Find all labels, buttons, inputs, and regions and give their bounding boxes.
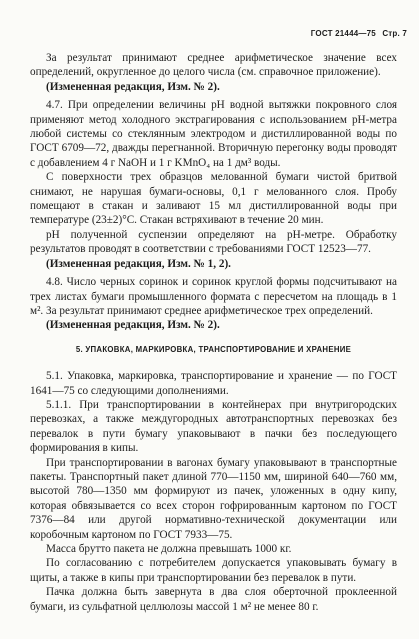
paragraph: Пачка должна быть завернута в два слоя оберточной проклеенной бумаги, из сульфатной целлюлозы массой 1 м² не менее 80 г.: [30, 586, 397, 613]
paragraph-5-1: 5.1. Упаковка, маркировка, транспортирование и хранение — по ГОСТ 1641—75 со следующими дополнениями.: [30, 370, 397, 397]
paragraph-5-1-1: 5.1.1. При транспортировании в контейнерах при внутригородских перевозках, а также междугородных автотранспортных перевозках без перевалок в пути бумагу упаковывают в пачки без последующего формирования в кипы.: [30, 398, 397, 455]
gost-number: ГОСТ 21444—75: [310, 29, 376, 38]
document-body: [30, 51, 397, 614]
section-heading: 5. УПАКОВКА, МАРКИРОВКА, ТРАНСПОРТИРОВАНИЕ И ХРАНЕНИЕ: [75, 344, 352, 354]
amendment-note: (Измененная редакция, Изм. № 1, 2).: [46, 257, 231, 270]
amendment-note: (Измененная редакция, Изм. № 2).: [46, 319, 220, 332]
paragraph: Масса брутто пакета не должна превышать 1000 кг.: [46, 543, 292, 555]
page-header: [311, 29, 407, 38]
amendment-note: (Измененная редакция, Изм. № 2).: [46, 80, 220, 93]
paragraph-4-7: 4.7. При определении величины pH водной вытяжки покровного слоя применяют метод холодного экстрагирования с использованием pH-метра любой системы со стеклянным электродом и дистиллированной воды по ГОСТ 6709—72, дважды перегнанной. Вторичную перегонку воды проводят с добавлением 4 г NaOH и 1 г KMnO₄ на 1 дм³ воды.: [30, 99, 397, 169]
paragraph: pH полученной суспензии определяют на pH-метре. Обработку результатов проводят в соответствии с требованиями ГОСТ 12523—77.: [30, 228, 397, 256]
page-number: Стр. 7: [382, 29, 407, 38]
paragraph: При транспортировании в вагонах бумагу упаковывают в транспортные пакеты. Транспортный пакет длиной 770—1150 мм, шириной 640—760 мм, высотой 780—1350 мм формируют из пачек, уложенных в одну кипу, которая обвязывается со всех сторон гофрированным картоном по ГОСТ 7376—84 или другой нормативно-технической документации или коробочным картоном по ГОСТ 7933—75.: [30, 456, 397, 541]
paragraph: По согласованию с потребителем допускается упаковывать бумагу в щиты, а также в кипы при транспортировании без перевалок в пути.: [30, 557, 397, 584]
paragraph-4-8: 4.8. Число черных соринок и соринок круглой формы подсчитывают на трех листах бумаги промышленного формата с пересчетом на площадь в 1 м². За результат принимают среднее арифметическое трех определений.: [30, 276, 397, 317]
paragraph: За результат принимают среднее арифметическое значение всех определений, округленное до целого числа (см. справочное приложение).: [30, 52, 397, 79]
paragraph: С поверхности трех образцов мелованной бумаги чистой бритвой снимают, не нарушая бумаги-основы, 0,1 г мелованного слоя. Пробу помещают в стакан и заливают 15 мл дистиллированной воды при температуре (23±2)°С. Стакан встряхивают в течение 20 мин.: [30, 171, 397, 227]
